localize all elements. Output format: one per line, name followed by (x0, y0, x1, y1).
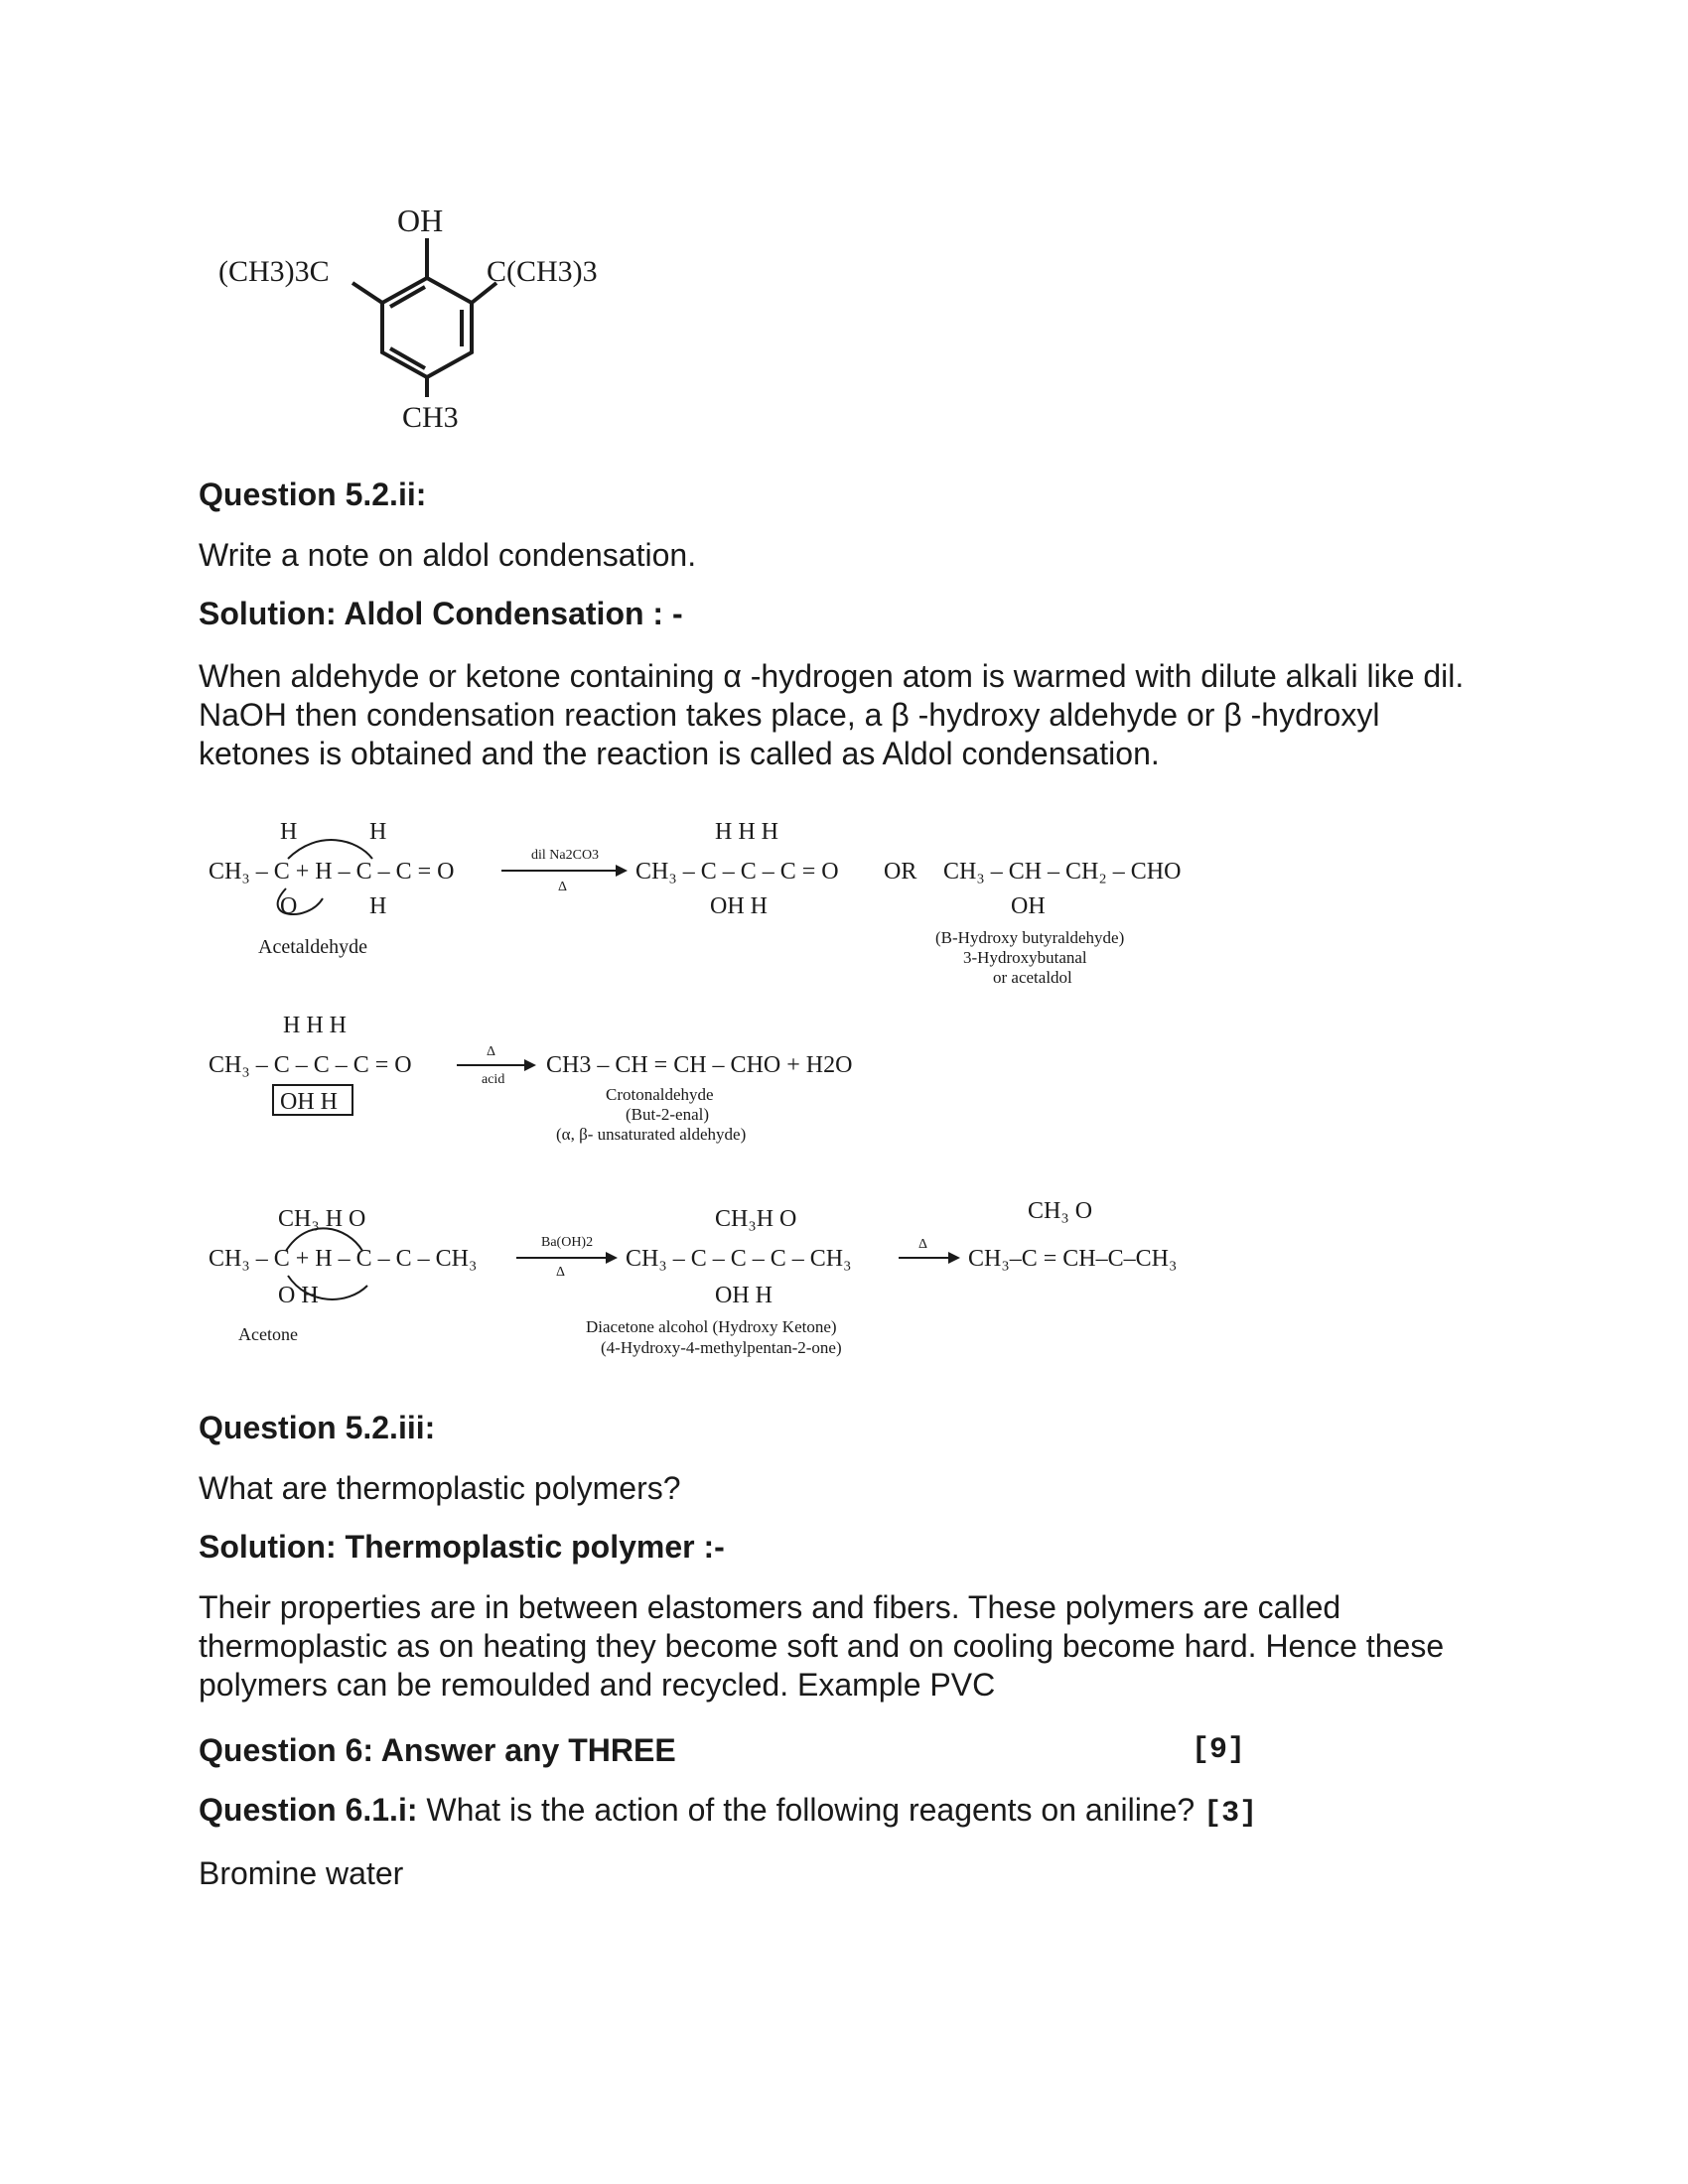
r1-product: CH₃ – C – C – C = O (635, 859, 839, 885)
r3-product: CH₃ – C – C – C – CH₃ (626, 1246, 852, 1272)
question-5-2-ii-text: Write a note on aldol condensation. (199, 537, 697, 573)
r3-reagent: Ba(OH)2 (541, 1235, 594, 1250)
aldol-name-3: or acetaldol (993, 968, 1072, 987)
question-6-marks: [9] (1192, 1733, 1246, 1767)
aldol-name-1: (B-Hydroxy butyraldehyde) (935, 928, 1125, 947)
question-6-1-i-item: Bromine water (199, 1855, 404, 1891)
aldol-scheme-svg (199, 809, 1231, 1365)
question-5-2-ii-heading: Question 5.2.ii: (199, 477, 427, 512)
r2-cond-top: Δ (487, 1044, 496, 1059)
r2-product: CH3 – CH = CH – CHO + H2O (546, 1052, 853, 1078)
dia-name-1: Diacetone alcohol (Hydroxy Ketone) (586, 1317, 837, 1336)
aldol-name-2: 3-Hydroxybutanal (963, 948, 1087, 967)
r2-oh-h: OH H (280, 1089, 338, 1115)
crot-name-1: Crotonaldehyde (606, 1085, 714, 1104)
r3-cond2: Δ (918, 1237, 928, 1252)
r3-o-h: O H (278, 1283, 319, 1308)
r3-condition: Δ (556, 1265, 566, 1280)
bht-structure-svg (209, 194, 626, 452)
r1-prod-h1: H H H (715, 819, 778, 845)
acetaldehyde-label: Acetaldehyde (258, 936, 367, 958)
question-6-1-i-text: What is the action of the following reagents on aniline? (417, 1792, 1204, 1828)
crot-name-3: (α, β- unsaturated aldehyde) (556, 1125, 747, 1144)
question-6-1-i-line (199, 1792, 1257, 1831)
r1-alt-product: CH₃ – CH – CH₂ – CHO (943, 859, 1182, 885)
question-6-1-i-heading: Question 6.1.i: (199, 1792, 418, 1828)
solution-thermoplastic-text: Their properties are in between elastomers and fibers. These polymers are called thermoplastic as on heating they become soft and on cooling become hard. Hence these polymers can be remoulded and recycled. Example PVC (199, 1589, 1445, 1703)
r2-reactant: CH₃ – C – C – C = O (209, 1052, 412, 1078)
r3-final-top: CH₃ O (1028, 1198, 1093, 1224)
r1-reagent: dil Na2CO3 (531, 848, 600, 863)
r1-h1: H (280, 819, 298, 845)
r1-condition: Δ (558, 880, 568, 894)
bht-structure-figure (209, 194, 626, 452)
r1-h3: H (369, 893, 387, 919)
r3-final-product: CH₃–C = CH–C–CH₃ (968, 1246, 1178, 1272)
r3-prod-top: CH₃H O (715, 1206, 797, 1232)
solution-thermoplastic-heading: Solution: Thermoplastic polymer :- (199, 1529, 725, 1565)
left-tbutyl-label: (CH3)3C (218, 255, 330, 288)
r3-reactant: CH₃ – C + H – C – C – CH₃ (209, 1246, 478, 1272)
r1-o: O (280, 893, 298, 919)
question-6-1-i-marks: [3] (1203, 1797, 1258, 1831)
oh-label: OH (397, 203, 444, 238)
solution-aldol-heading: Solution: Aldol Condensation : - (199, 596, 683, 631)
r2-cond-bottom: acid (482, 1072, 505, 1087)
question-6-heading: Question 6: Answer any THREE (199, 1732, 676, 1768)
acetone-label: Acetone (238, 1324, 298, 1344)
r2-h-top: H H H (283, 1013, 347, 1038)
r1-prod-ohh: OH H (710, 893, 768, 919)
or-label: OR (884, 859, 917, 885)
r1-h2: H (369, 819, 387, 845)
aldol-reaction-scheme (199, 809, 1231, 1365)
r1-alt-oh: OH (1011, 893, 1046, 919)
question-5-2-iii-text: What are thermoplastic polymers? (199, 1470, 681, 1506)
dia-name-2: (4-Hydroxy-4-methylpentan-2-one) (601, 1338, 842, 1357)
r3-prod-oh-h: OH H (715, 1283, 773, 1308)
r1-reactant: CH₃ – C + H – C – C = O (209, 859, 455, 885)
crot-name-2: (But-2-enal) (626, 1105, 710, 1124)
question-5-2-iii-heading: Question 5.2.iii: (199, 1410, 436, 1445)
right-tbutyl-label: C(CH3)3 (487, 255, 598, 288)
r3-ch3-top: CH₃ H O (278, 1206, 366, 1232)
para-methyl-label: CH3 (402, 401, 459, 434)
solution-aldol-text: When aldehyde or ketone containing α -hydrogen atom is warmed with dilute alkali like dil. NaOH then condensation reaction takes place, a β -hydroxy aldehyde or β -hydroxyl ketones is obtained and the reaction is called as Aldol condensation. (199, 658, 1465, 771)
